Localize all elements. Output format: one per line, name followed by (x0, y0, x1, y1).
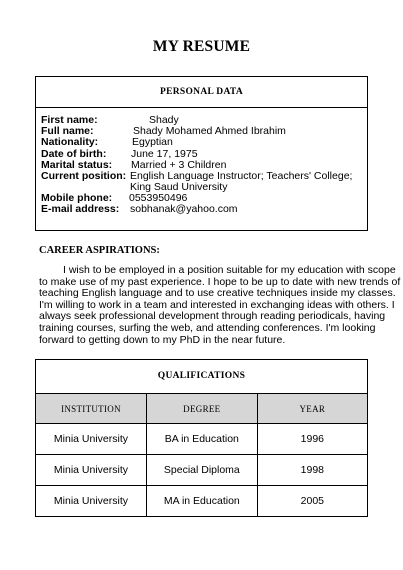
cell-year: 1998 (257, 455, 367, 486)
pd-value: English Language Instructor; Teachers' College; (130, 170, 353, 182)
pd-label: Full name: (41, 125, 94, 137)
cell-institution: Minia University (36, 486, 147, 517)
pd-value: King Saud University (130, 181, 228, 193)
cell-institution: Minia University (36, 455, 147, 486)
column-header-degree: DEGREE (146, 394, 257, 424)
pd-value: Married + 3 Children (131, 159, 227, 171)
pd-value: June 17, 1975 (131, 148, 198, 160)
personal-data-box (35, 76, 368, 231)
pd-label: Nationality: (41, 136, 99, 148)
column-header-year: YEAR (257, 394, 367, 424)
qualifications-table (35, 393, 368, 517)
table-row (36, 486, 368, 517)
career-line: teaching English language and to use creative techniques inside my classes. (39, 287, 396, 300)
career-line: training courses, surfing the web, and attending conferences. I'm looking (39, 321, 376, 334)
table-header-row (36, 394, 368, 424)
column-header-institution: INSTITUTION (36, 394, 147, 424)
cell-degree: Special Diploma (146, 455, 257, 486)
pd-value: Shady (149, 114, 179, 126)
pd-value: Egyptian (132, 136, 173, 148)
table-row (36, 424, 368, 455)
cell-degree: MA in Education (146, 486, 257, 517)
cell-year: 2005 (257, 486, 367, 517)
pd-label: E-mail address: (41, 203, 120, 215)
career-line: I wish to be employed in a position suitable for my education with scope (63, 264, 396, 276)
pd-label: Date of birth: (41, 148, 107, 160)
pd-label: Mobile phone: (41, 192, 113, 204)
personal-data-heading: PERSONAL DATA (36, 77, 367, 108)
table-row (36, 455, 368, 486)
cell-degree: BA in Education (146, 424, 257, 455)
career-aspirations-heading: CAREER ASPIRATIONS: (39, 245, 160, 256)
career-line: always seek professional development through reading periodicals, having (39, 310, 386, 323)
career-line: I'm willing to work in a team and interested in exchanging ideas with others. I (39, 298, 395, 311)
pd-label: Marital status: (41, 159, 113, 171)
cell-institution: Minia University (36, 424, 147, 455)
career-line: forward to getting down to my PhD in the near future. (39, 333, 286, 346)
career-aspirations-text (39, 264, 401, 346)
qualifications-box (35, 359, 368, 517)
pd-value: Shady Mohamed Ahmed Ibrahim (133, 125, 286, 137)
pd-value: 0553950496 (129, 192, 188, 204)
career-line: to make use of my past experience. I hope to be up to date with new trends of (39, 275, 401, 288)
pd-label: First name: (41, 114, 98, 126)
pd-value: sobhanak@yahoo.com (130, 203, 238, 215)
resume-title: MY RESUME (152, 38, 251, 55)
qualifications-heading: QUALIFICATIONS (36, 360, 367, 394)
pd-label: Current position: (41, 170, 127, 182)
cell-year: 1996 (257, 424, 367, 455)
